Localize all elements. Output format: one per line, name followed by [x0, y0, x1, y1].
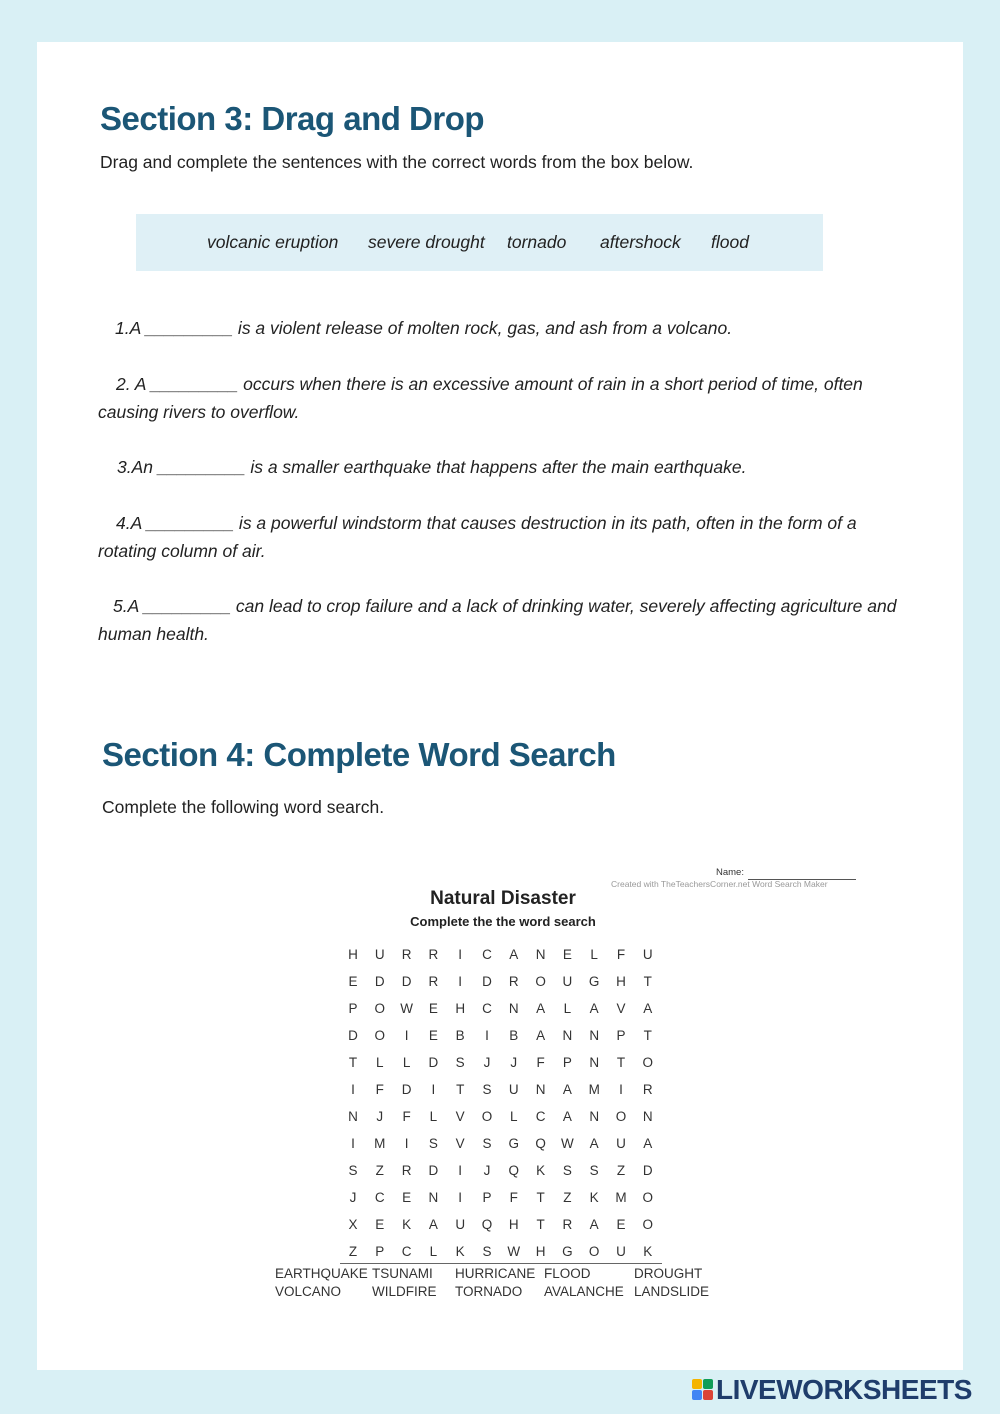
grid-letter[interactable]: J — [483, 1055, 491, 1070]
grid-letter[interactable]: V — [455, 1109, 465, 1124]
grid-letter[interactable]: J — [376, 1109, 384, 1124]
grid-letter[interactable]: E — [428, 1001, 438, 1016]
word-bank-item[interactable]: aftershock — [600, 232, 681, 252]
logo-icon — [692, 1379, 714, 1401]
grid-letter[interactable]: U — [642, 947, 653, 962]
grid-letter[interactable]: Q — [508, 1163, 520, 1178]
word-bank-item[interactable]: flood — [711, 232, 749, 252]
grid-letter[interactable]: A — [589, 1001, 599, 1016]
grid-letter[interactable]: V — [455, 1136, 465, 1151]
grid-letter[interactable]: L — [590, 947, 598, 962]
grid-letter[interactable]: I — [458, 947, 463, 962]
sentence-4: 4.A _________ is a powerful windstorm that causes destruction in its path, often in the form of a rotating column of air. — [98, 513, 857, 561]
grid-letter[interactable]: R — [508, 974, 519, 989]
grid-letter[interactable]: O — [642, 1190, 654, 1205]
word-list-item: WILDFIRE — [372, 1284, 437, 1299]
grid-letter[interactable]: F — [509, 1190, 518, 1205]
grid-letter[interactable]: D — [348, 1028, 358, 1043]
grid-letter[interactable]: K — [402, 1217, 412, 1232]
grid-letter[interactable]: A — [589, 1136, 599, 1151]
grid-letter[interactable]: Z — [348, 1244, 358, 1259]
grid-letter[interactable]: N — [508, 1001, 519, 1016]
grid-letter[interactable]: S — [589, 1163, 599, 1178]
grid-letter[interactable]: O — [481, 1109, 493, 1124]
grid-letter[interactable]: H — [616, 974, 626, 989]
section4-title: Section 4: Complete Word Search — [102, 736, 616, 773]
grid-letter[interactable]: T — [536, 1217, 545, 1232]
grid-letter[interactable]: C — [482, 1001, 492, 1016]
grid-letter[interactable]: Q — [481, 1217, 493, 1232]
section4-instruction: Complete the following word search. — [102, 797, 385, 817]
grid-letter[interactable]: S — [482, 1136, 492, 1151]
sentence-5: 5.A _________ can lead to crop failure and a lack of drinking water, severely affecting agriculture and human health. — [98, 596, 897, 644]
grid-letter[interactable]: N — [428, 1190, 439, 1205]
grid-letter[interactable]: U — [374, 947, 385, 962]
word-list-item: DROUGHT — [634, 1266, 703, 1281]
grid-letter[interactable]: R — [401, 1163, 412, 1178]
word-bank-item[interactable]: severe drought — [368, 232, 485, 252]
grid-letter[interactable]: L — [510, 1109, 518, 1124]
wordsearch-title: Natural Disaster — [430, 888, 576, 909]
grid-letter[interactable]: Z — [563, 1190, 572, 1205]
grid-letter[interactable]: L — [429, 1109, 438, 1124]
grid-letter[interactable]: A — [562, 1082, 572, 1097]
grid-letter[interactable]: S — [428, 1136, 438, 1151]
word-list-item: VOLCANO — [275, 1284, 342, 1299]
grid-letter[interactable]: O — [642, 1055, 654, 1070]
grid-letter[interactable]: K — [589, 1190, 599, 1205]
credit-text: Created with TheTeachersCorner.net Word Search Maker — [611, 879, 828, 889]
grid-letter[interactable]: A — [589, 1217, 599, 1232]
grid-letter[interactable]: H — [508, 1217, 519, 1232]
grid-letter[interactable]: W — [561, 1136, 574, 1151]
grid-letter[interactable]: C — [374, 1190, 385, 1205]
grid-letter[interactable]: I — [458, 1163, 463, 1178]
grid-letter[interactable]: P — [482, 1190, 492, 1205]
grid-letter[interactable]: E — [616, 1217, 626, 1232]
word-bank-item[interactable]: tornado — [507, 232, 567, 252]
grid-letter[interactable]: I — [404, 1028, 409, 1043]
sentence-2: 2. A _________ occurs when there is an excessive amount of rain in a short period of time, often causing rivers to overflow. — [98, 374, 863, 422]
grid-letter[interactable]: A — [562, 1109, 572, 1124]
grid-letter[interactable]: K — [455, 1244, 465, 1259]
grid-letter[interactable]: I — [485, 1028, 489, 1043]
grid-letter[interactable]: D — [374, 974, 385, 989]
grid-letter[interactable]: I — [458, 1190, 463, 1205]
grid-letter[interactable]: T — [616, 1055, 626, 1070]
grid-divider — [340, 1263, 662, 1264]
grid-letter[interactable]: X — [348, 1217, 358, 1232]
grid-letter[interactable]: S — [562, 1163, 572, 1178]
grid-letter[interactable]: I — [404, 1136, 409, 1151]
logo-square-icon — [692, 1379, 702, 1389]
grid-letter[interactable]: P — [616, 1028, 626, 1043]
grid-letter[interactable]: T — [643, 1028, 652, 1043]
grid-letter[interactable]: R — [428, 947, 439, 962]
grid-letter[interactable]: A — [536, 1028, 546, 1043]
word-list-item: EARTHQUAKE — [275, 1266, 368, 1281]
grid-letter[interactable]: N — [589, 1028, 600, 1043]
grid-letter[interactable]: Z — [375, 1163, 384, 1178]
grid-letter[interactable]: G — [562, 1244, 573, 1259]
grid-letter[interactable]: O — [615, 1109, 627, 1124]
grid-letter[interactable]: D — [401, 974, 412, 989]
grid-letter[interactable]: R — [562, 1217, 573, 1232]
grid-letter[interactable]: J — [510, 1055, 518, 1070]
grid-letter[interactable]: A — [536, 1001, 546, 1016]
grid-letter[interactable]: O — [588, 1244, 600, 1259]
grid-letter[interactable]: I — [351, 1136, 355, 1151]
grid-letter[interactable]: C — [401, 1244, 412, 1259]
grid-letter[interactable]: T — [536, 1190, 545, 1205]
word-list-item: AVALANCHE — [544, 1284, 624, 1299]
section3-instruction: Drag and complete the sentences with the correct words from the box below. — [100, 152, 694, 172]
grid-letter[interactable]: D — [428, 1055, 439, 1070]
grid-letter[interactable]: H — [535, 1244, 546, 1259]
grid-letter[interactable]: B — [455, 1028, 465, 1043]
grid-letter[interactable]: N — [562, 1028, 573, 1043]
grid-letter[interactable]: N — [348, 1109, 358, 1124]
grid-letter[interactable]: C — [482, 947, 492, 962]
grid-letter[interactable]: G — [588, 974, 600, 989]
grid-letter[interactable]: D — [401, 1082, 412, 1097]
grid-letter[interactable]: Z — [616, 1163, 626, 1178]
grid-letter[interactable]: N — [535, 947, 546, 962]
grid-letter[interactable]: F — [402, 1109, 411, 1124]
sentence-3: 3.An _________ is a smaller earthquake that happens after the main earthquake. — [117, 457, 747, 477]
grid-letter[interactable]: S — [482, 1244, 492, 1259]
grid-letter[interactable]: M — [374, 1136, 386, 1151]
word-list-item: LANDSLIDE — [634, 1284, 710, 1299]
grid-letter[interactable]: I — [351, 1082, 355, 1097]
grid-letter[interactable]: D — [428, 1163, 439, 1178]
wordsearch-subtitle: Complete the the word search — [410, 914, 596, 929]
grid-letter[interactable]: E — [428, 1028, 438, 1043]
grid-letter[interactable]: T — [643, 974, 652, 989]
grid-letter[interactable]: W — [507, 1244, 521, 1259]
grid-letter[interactable]: C — [535, 1109, 546, 1124]
grid-letter[interactable]: N — [589, 1109, 600, 1124]
grid-letter[interactable]: U — [562, 974, 573, 989]
logo-square-icon — [692, 1390, 702, 1400]
grid-letter[interactable]: I — [431, 1082, 436, 1097]
grid-letter[interactable]: I — [619, 1082, 623, 1097]
grid-letter[interactable]: E — [375, 1217, 385, 1232]
grid-letter[interactable]: O — [374, 1001, 386, 1016]
grid-letter[interactable]: P — [375, 1244, 385, 1259]
grid-letter[interactable]: N — [589, 1055, 600, 1070]
grid-letter[interactable]: L — [402, 1055, 411, 1070]
grid-letter[interactable]: E — [402, 1190, 412, 1205]
grid-letter[interactable]: K — [643, 1244, 653, 1259]
grid-letter[interactable]: O — [535, 974, 546, 989]
grid-letter[interactable]: H — [455, 1001, 466, 1016]
grid-letter[interactable]: W — [400, 1001, 413, 1016]
grid-letter[interactable]: G — [508, 1136, 520, 1151]
logo-square-icon — [703, 1390, 713, 1400]
grid-letter[interactable]: F — [616, 947, 626, 962]
word-bank-item[interactable]: volcanic eruption — [207, 232, 339, 252]
grid-letter[interactable]: F — [375, 1082, 384, 1097]
grid-letter[interactable]: M — [588, 1082, 600, 1097]
grid-letter[interactable]: J — [349, 1190, 357, 1205]
grid-letter[interactable]: S — [348, 1163, 358, 1178]
grid-letter[interactable]: D — [482, 974, 492, 989]
grid-letter[interactable]: V — [616, 1001, 626, 1016]
grid-letter[interactable]: R — [428, 974, 439, 989]
grid-letter[interactable]: P — [348, 1001, 358, 1016]
grid-letter[interactable]: E — [562, 947, 572, 962]
grid-letter[interactable]: Q — [535, 1136, 546, 1151]
grid-letter[interactable]: A — [643, 1136, 653, 1151]
grid-letter[interactable]: A — [428, 1217, 438, 1232]
grid-letter[interactable]: P — [562, 1055, 572, 1070]
grid-letter[interactable]: R — [401, 947, 412, 962]
grid-letter[interactable]: U — [455, 1217, 466, 1232]
grid-letter[interactable]: K — [536, 1163, 546, 1178]
word-list-item: TSUNAMI — [372, 1266, 433, 1281]
grid-letter[interactable]: O — [642, 1217, 654, 1232]
grid-letter[interactable]: S — [482, 1082, 492, 1097]
logo-text: LIVEWORKSHEETS — [716, 1374, 972, 1405]
grid-letter[interactable]: O — [374, 1028, 386, 1043]
grid-letter[interactable]: E — [348, 974, 358, 989]
grid-letter[interactable]: D — [642, 1163, 653, 1178]
grid-letter[interactable]: M — [615, 1190, 627, 1205]
grid-letter[interactable]: A — [509, 947, 519, 962]
logo-square-icon — [703, 1379, 713, 1389]
grid-letter[interactable]: I — [458, 974, 463, 989]
liveworksheets-logo[interactable] — [692, 1375, 972, 1405]
grid-letter[interactable]: H — [348, 947, 358, 962]
grid-letter[interactable]: U — [616, 1136, 626, 1151]
word-list-item: FLOOD — [544, 1266, 591, 1281]
grid-letter[interactable]: U — [616, 1244, 626, 1259]
name-label: Name: — [716, 867, 744, 878]
word-list-item: HURRICANE — [455, 1266, 536, 1281]
word-list-item: TORNADO — [455, 1284, 523, 1299]
grid-letter[interactable]: T — [456, 1082, 465, 1097]
grid-letter[interactable]: A — [643, 1001, 653, 1016]
grid-letter[interactable]: B — [509, 1028, 519, 1043]
grid-letter[interactable]: L — [429, 1244, 438, 1259]
grid-letter[interactable]: N — [642, 1109, 653, 1124]
grid-letter[interactable]: N — [535, 1082, 546, 1097]
sentence-1: 1.A _________ is a violent release of molten rock, gas, and ash from a volcano. — [115, 318, 733, 338]
word-bank — [136, 214, 823, 271]
grid-letter[interactable]: T — [348, 1055, 358, 1070]
grid-letter[interactable]: L — [376, 1055, 384, 1070]
grid-letter[interactable]: J — [483, 1163, 491, 1178]
grid-letter[interactable]: U — [508, 1082, 519, 1097]
grid-letter[interactable]: S — [455, 1055, 465, 1070]
grid-letter[interactable]: F — [536, 1055, 545, 1070]
grid-letter[interactable]: R — [642, 1082, 653, 1097]
section3-title: Section 3: Drag and Drop — [100, 100, 485, 137]
grid-letter[interactable]: L — [563, 1001, 572, 1016]
